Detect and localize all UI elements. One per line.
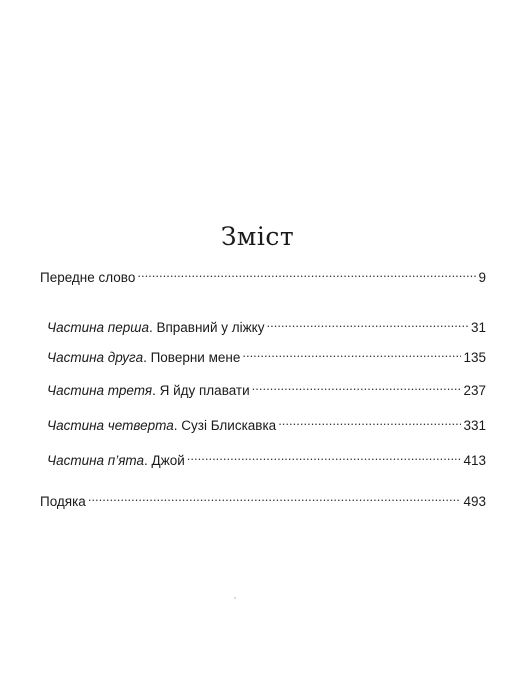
toc-part-separator: . [173, 418, 182, 433]
toc-part-separator: . [148, 320, 157, 335]
toc-page-number: 493 [463, 494, 486, 509]
toc-entry-part-2[interactable] [47, 344, 486, 367]
dot-leader [88, 488, 462, 506]
toc-page-number: 413 [463, 453, 486, 468]
dot-leader [187, 447, 462, 465]
toc-part-title: Вправний у ліжку [156, 320, 265, 335]
toc-part-separator: . [144, 453, 152, 468]
dot-leader [266, 314, 468, 332]
toc-page-number: 31 [470, 320, 486, 335]
toc-part-title: Джой [151, 453, 185, 468]
toc-entry-foreword[interactable] [40, 264, 486, 287]
toc-title: Зміст [220, 222, 295, 251]
toc-part-title: Сузі Блискавка [181, 418, 277, 433]
toc-entry-part-5[interactable] [47, 447, 486, 470]
toc-part-label: Частина четверта [47, 418, 174, 433]
dot-leader [252, 377, 462, 395]
toc-part-title: Поверни мене [150, 350, 241, 365]
toc-part-label: Частина п’ята [47, 453, 145, 468]
toc-part-separator: . [152, 383, 160, 398]
paper-speck [234, 597, 236, 599]
toc-entry-label: Подяка [40, 494, 86, 509]
toc-part-label: Частина перша [47, 320, 149, 335]
toc-entry-acknowledgements[interactable] [40, 488, 486, 511]
toc-page-number: 331 [463, 418, 486, 433]
toc-page-number: 237 [463, 383, 486, 398]
toc-entry-label: Передне слово [40, 270, 136, 285]
toc-part-separator: . [143, 350, 151, 365]
toc-part-label: Частина друга [47, 350, 144, 365]
toc-page-number: 9 [478, 270, 486, 285]
toc-entry-part-1[interactable] [47, 314, 486, 337]
toc-entry-part-4[interactable] [47, 412, 486, 435]
dot-leader [137, 264, 476, 282]
toc-entry-part-3[interactable] [47, 377, 486, 400]
toc-part-title: Я йду плавати [159, 383, 250, 398]
toc-part-label: Частина третя [47, 383, 153, 398]
toc-page-number: 135 [463, 350, 486, 365]
dot-leader [278, 412, 461, 430]
dot-leader [242, 344, 461, 362]
